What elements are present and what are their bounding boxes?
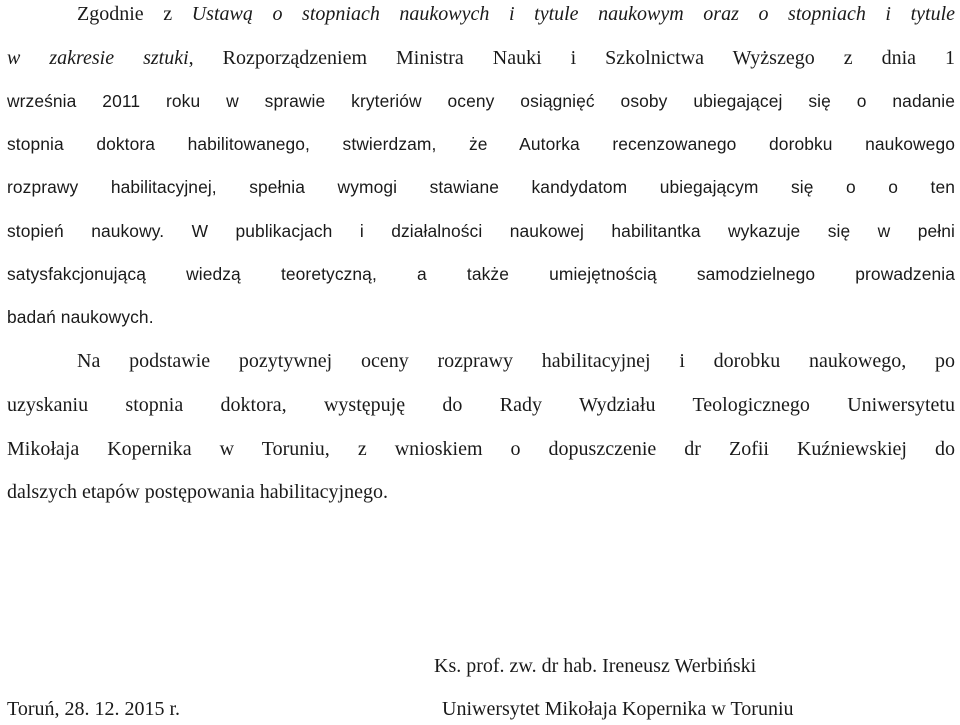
paragraph1-line4: stopnia doktora habilitowanego, stwierdzam, że Autorka recenzowanego dorobku naukowego: [7, 134, 955, 154]
law-title-italic: Ustawą o stopniach naukowych i tytule naukowym oraz o stopniach i tytule: [191, 3, 955, 25]
signature-institution: Uniwersytet Mikołaja Kopernika w Toruniu: [442, 698, 794, 720]
paragraph1-line8: badań naukowych.: [7, 307, 154, 327]
paragraph1-line7: satysfakcjonującą wiedzą teoretyczną, a także umiejętnością samodzielnego prowadzenia: [7, 264, 955, 284]
law-prefix-text: Zgodnie z: [77, 3, 192, 25]
paragraph1-line3: września 2011 roku w sprawie kryteriów oceny osiągnięć osoby ubiegającej się o nadanie: [7, 91, 955, 111]
paragraph2-line2: uzyskaniu stopnia doktora, występuję do Rady Wydziału Teologicznego Uniwersytetu: [7, 394, 955, 416]
paragraph2-line3: Mikołaja Kopernika w Toruniu, z wnioskiem o dopuszczenie dr Zofii Kuźniewskiej do: [7, 438, 955, 460]
paragraph2-line4: dalszych etapów postępowania habilitacyjnego.: [7, 481, 388, 503]
regulation-text: , Rozporządzeniem Ministra Nauki i Szkolnictwa Wyższego z dnia 1: [188, 47, 955, 69]
paragraph1-line2: [7, 45, 955, 71]
paragraph1-line6: stopień naukowy. W publikacjach i działalności naukowej habilitantka wykazuje się w pełni: [7, 221, 955, 241]
paragraph1-line1: [77, 1, 955, 27]
law-title-italic-cont: w zakresie sztuki: [7, 47, 189, 69]
paragraph1-line5: rozprawy habilitacyjnej, spełnia wymogi stawiane kandydatom ubiegającym się o o ten: [7, 177, 955, 197]
place-date: Toruń, 28. 12. 2015 r.: [7, 698, 181, 720]
signature-name: Ks. prof. zw. dr hab. Ireneusz Werbiński: [434, 655, 757, 677]
paragraph2-line1: Na podstawie pozytywnej oceny rozprawy habilitacyjnej i dorobku naukowego, po: [77, 350, 955, 372]
